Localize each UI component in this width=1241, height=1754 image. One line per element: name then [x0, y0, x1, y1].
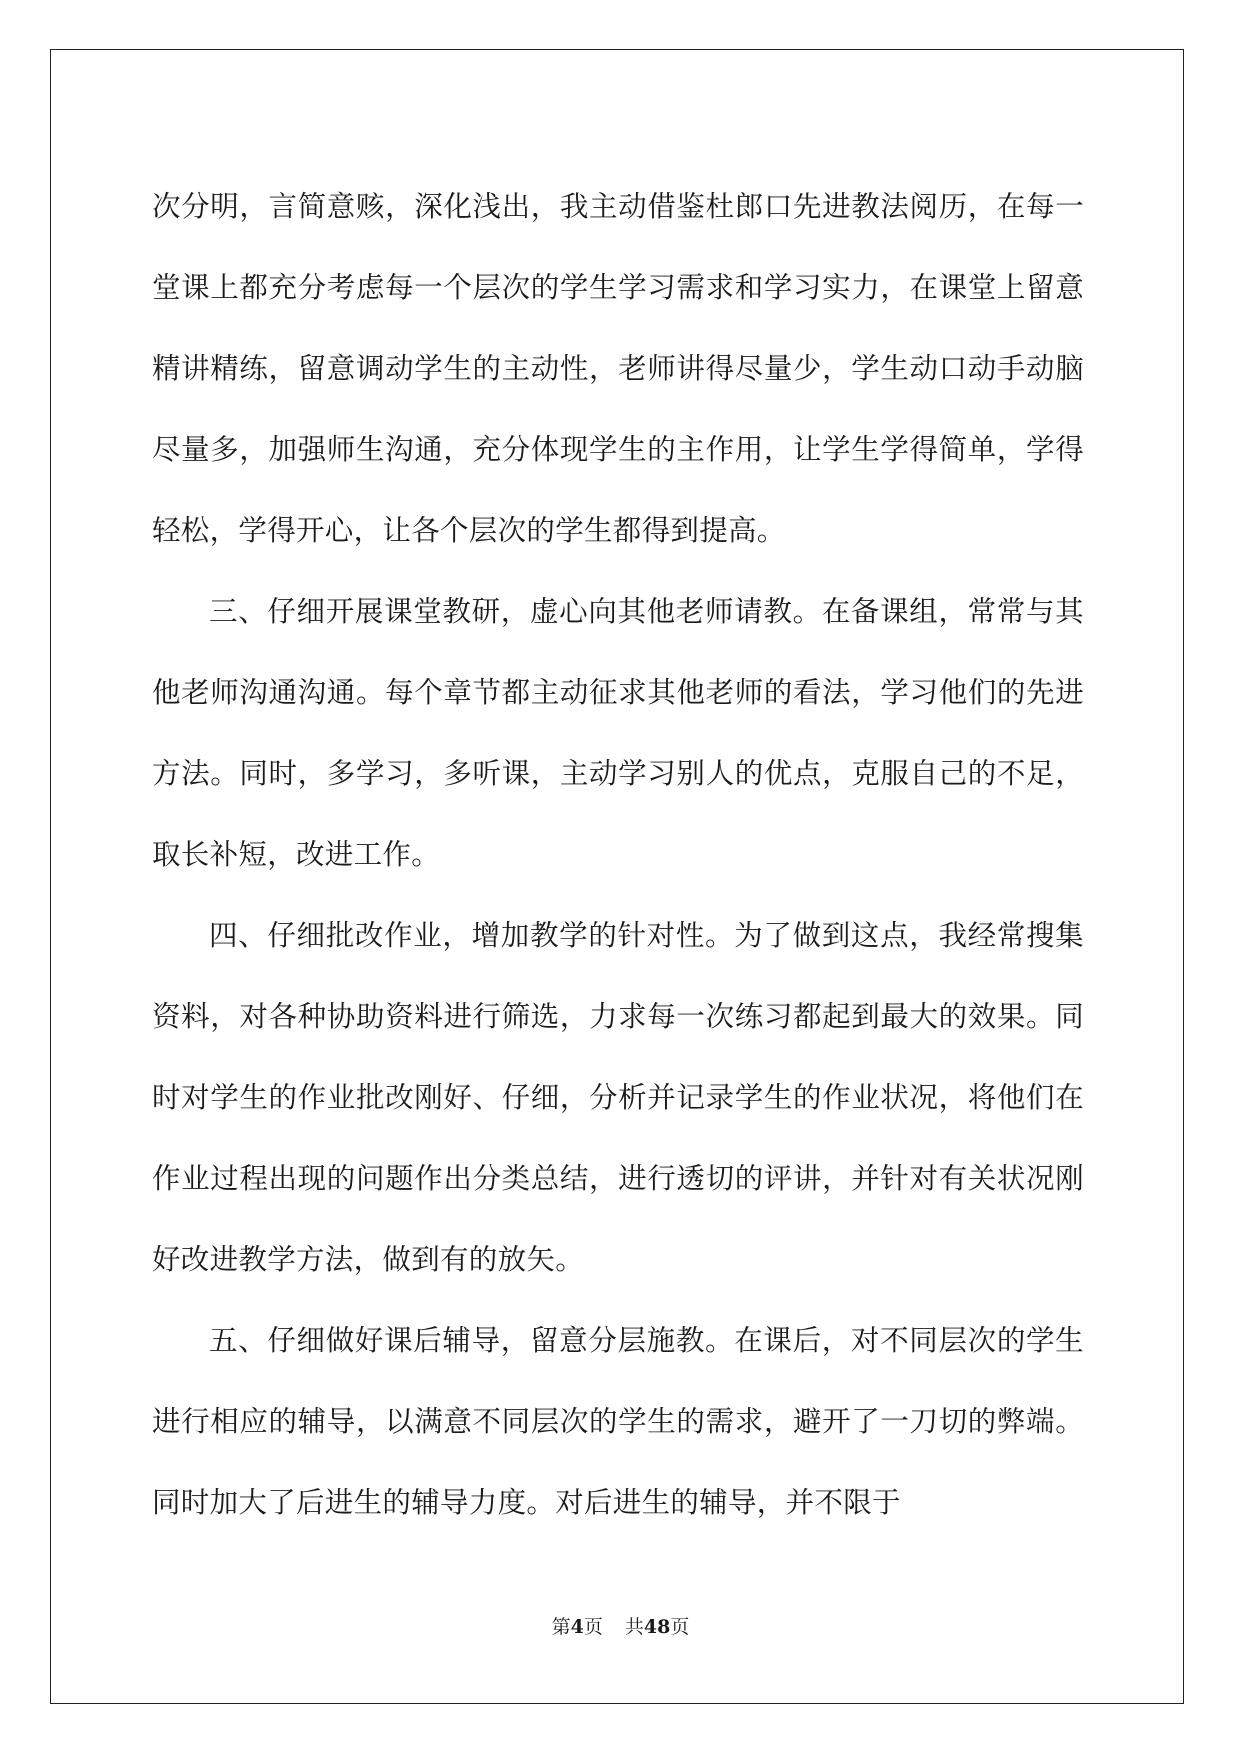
page-prefix: 第 [551, 1616, 571, 1638]
paragraph: 次分明，言简意赅，深化浅出，我主动借鉴杜郎口先进教法阅历，在每一堂课上都充分考虑每一个层次的学生学习需求和学习实力，在课堂上留意精讲精练，留意调动学生的主动性，老师讲得尽量少，学生动口动手动脑尽量多，加强师生沟通，充分体现学生的主作用，让学生学得简单，学得轻松，学得开心，让各个层次的学生都得到提高。 [152, 190, 1084, 547]
total-pages: 48 [643, 1616, 671, 1638]
total-prefix: 共 [624, 1616, 644, 1638]
total-suffix: 页 [670, 1616, 690, 1638]
paragraph: 五、仔细做好课后辅导，留意分层施教。在课后，对不同层次的学生进行相应的辅导，以满意不同层次的学生的需求，避开了一刀切的弊端。同时加大了后进生的辅导力度。对后进生的辅导，并不限于 [152, 1324, 1084, 1519]
paragraph: 三、仔细开展课堂教研，虚心向其他老师请教。在备课组，常常与其他老师沟通沟通。每个章节都主动征求其他老师的看法，学习他们的先进方法。同时，多学习，多听课，主动学习别人的优点，克服自己的不足，取长补短，改进工作。 [152, 595, 1084, 871]
page-number: 4 [570, 1616, 584, 1638]
paragraph: 四、仔细批改作业，增加教学的针对性。为了做到这点，我经常搜集资料，对各种协助资料进行筛选，力求每一次练习都起到最大的效果。同时对学生的作业批改刚好、仔细，分析并记录学生的作业状况，将他们在作业过程出现的问题作出分类总结，进行透切的评讲，并针对有关状况刚好改进教学方法，做到有的放矢。 [152, 919, 1084, 1276]
document-body [152, 166, 1084, 1543]
page-footer [0, 1612, 1241, 1639]
page-suffix: 页 [583, 1616, 603, 1638]
